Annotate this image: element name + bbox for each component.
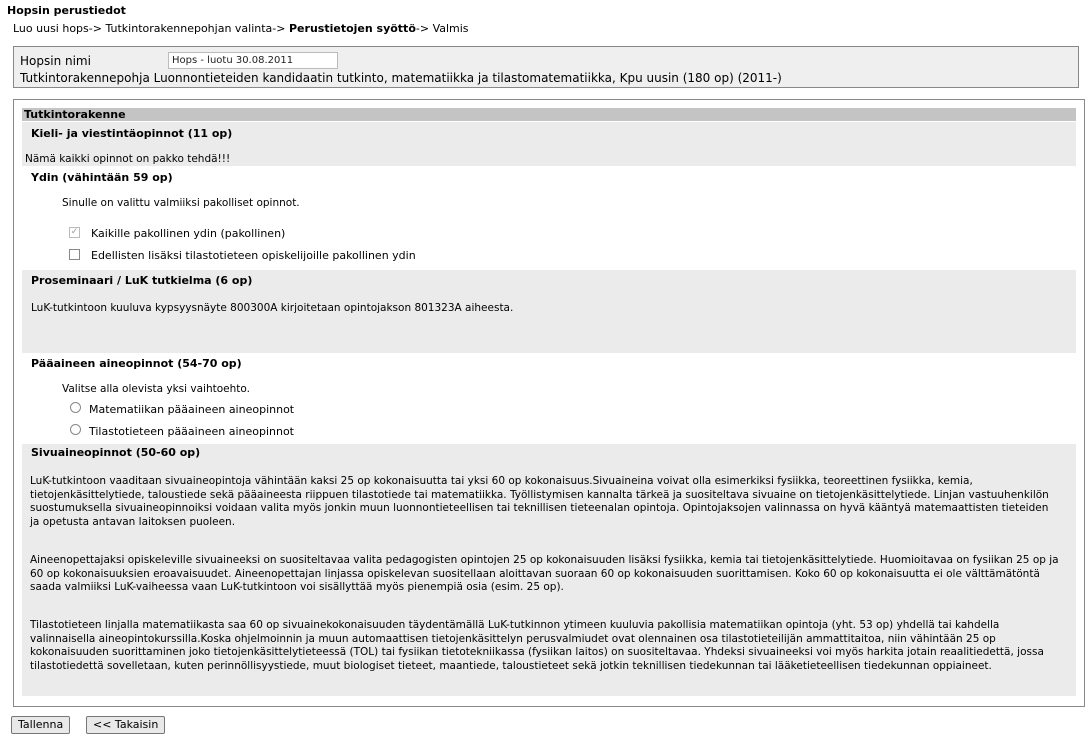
core-mandatory-checkbox[interactable]: ✓	[70, 227, 79, 237]
breadcrumb-arrow: ->	[415, 22, 430, 35]
breadcrumb-step-basic-info: Perustietojen syöttö	[289, 22, 416, 35]
core-statistics-checkbox[interactable]	[69, 249, 80, 260]
section-title: Pääaineen aineopinnot (54-70 op)	[31, 357, 242, 370]
minor-paragraph-1: LuK-tutkintoon vaaditaan sivuaineopintoja vähintään kaksi 25 op kokonaisuutta tai yksi 60 op kokonaisuus.Sivuaineina voivat olla esimerkiksi fysiikka, teoreettinen fysiikka, kemia, tietojenkäsittelytiede, taloustiede sekä pääaineesta riippuen tilastotiede tai matematiikka. Työllistymisen kannalta tärkeä ja suositeltava sivuaine on tietojenkäsittelytiede. Linjan vastuuhenkilön suostumuksella sivuaineopinnoiksi voidaan valita myös jonkin muun luonnontieteellisen tai teknillisen tieteenalan opintoja. Opintojaksojen valinnassa on hyvä kääntyä matemaattisten tieteiden ja opetusta antavan laitoksen puoleen.	[30, 475, 1049, 528]
section-proseminar	[22, 270, 1076, 353]
degree-structure-header: Tutkintorakenne	[22, 108, 1076, 121]
section-title: Kieli- ja viestintäopinnot (11 op)	[31, 127, 233, 140]
breadcrumb	[13, 22, 469, 35]
section-core-studies	[22, 166, 1076, 270]
section-text: Valitse alla olevista yksi vaihtoehto.	[62, 383, 250, 395]
section-title: Sivuaineopinnot (50-60 op)	[31, 446, 201, 459]
hops-name-label: Hopsin nimi	[20, 54, 91, 68]
major-mathematics-radio[interactable]	[70, 402, 81, 413]
degree-structure-template: Tutkintorakennepohja Luonnontieteiden kandidaatin tutkinto, matematiikka ja tilastomatematiikka, Kpu uusin (180 op) (2011-)	[20, 71, 782, 85]
section-text: Sinulle on valittu valmiiksi pakolliset opinnot.	[62, 197, 300, 209]
breadcrumb-step-done: Valmis	[432, 22, 469, 35]
minor-paragraph-3: Tilastotieteen linjalla matematiikasta saa 60 op sivuainekokonaisuuden täydentämällä LuK-tutkinnon ytimeen kuuluvia pakollisia matematiikan opintoja (yht. 53 op) yhdellä tai kahdella valinnaisella aineopintokurssilla.Koska ohjelmoinnin ja muun automaattisen tietojenkäsittelyn perusvalmiudet ovat olennainen osa tilastotieteilijän ammattitaitoa, niin vähintään 25 op kokonaisuuden suorittaminen joko tietojenkäsittelytieteessä (TOL) tai fysiikan tietotekniikassa (fysiikan laitos) on suositeltavaa. Yhdeksi sivuaineeksi voi myös harkita jotain reaalitiedettä, jossa tilastotiedettä sovelletaan, kuten perinnöllisyystiede, muut biologiset tieteet, maantiede, taloustieteet sekä jotkin teknillisen tiedekunnan tai lääketieteellisen tiedekunnan oppiaineet.	[30, 619, 1044, 672]
breadcrumb-step-template: Tutkintorakennepohjan valinta->	[105, 22, 286, 35]
hops-name-input[interactable]	[168, 52, 338, 69]
section-text: LuK-tutkintoon kuuluva kypsyysnäyte 800300A kirjoitetaan opintojakson 801323A aiheesta.	[31, 302, 514, 314]
core-mandatory-label: Kaikille pakollinen ydin (pakollinen)	[91, 227, 286, 240]
section-title: Ydin (vähintään 59 op)	[31, 171, 173, 184]
section-text: Nämä kaikki opinnot on pakko tehdä!!!	[25, 153, 231, 165]
hops-info-box	[13, 46, 1079, 88]
major-statistics-radio[interactable]	[70, 424, 81, 435]
back-button[interactable]: << Takaisin	[86, 716, 165, 734]
save-button[interactable]: Tallenna	[11, 716, 70, 734]
section-language-studies	[22, 122, 1076, 166]
degree-structure-panel	[13, 99, 1085, 707]
core-statistics-label: Edellisten lisäksi tilastotieteen opiskelijoille pakollinen ydin	[91, 249, 416, 262]
section-major-studies	[22, 353, 1076, 444]
section-minor-studies	[22, 444, 1076, 696]
breadcrumb-step-create: Luo uusi hops->	[13, 22, 102, 35]
section-title: Proseminaari / LuK tutkielma (6 op)	[31, 274, 253, 287]
major-statistics-label: Tilastotieteen pääaineen aineopinnot	[89, 425, 294, 438]
minor-paragraph-2: Aineenopettajaksi opiskeleville sivuaineeksi on suositeltavaa valita pedagogisten opintojen 25 op kokonaisuuden lisäksi fysiikka, kemia tai tietojenkäsittelytiede. Huomioitavaa on fysiikan 25 op ja 60 op kokonaisuuksien eroavaisuudet. Aineenopettajan linjassa opiskelevan suositellaan aloittavan suoraan 60 op kokonaisuuden suorittamisen. Koko 60 op kokonaisuutta ei ole välttämätöntä saada valmiiksi LuK-vaiheessa vaan LuK-tutkintoon voi sisällyttää myös pienempiä osia (esim. 25 op).	[30, 554, 1059, 593]
major-mathematics-label: Matematiikan pääaineen aineopinnot	[89, 403, 295, 416]
page-title: Hopsin perustiedot	[7, 4, 126, 17]
